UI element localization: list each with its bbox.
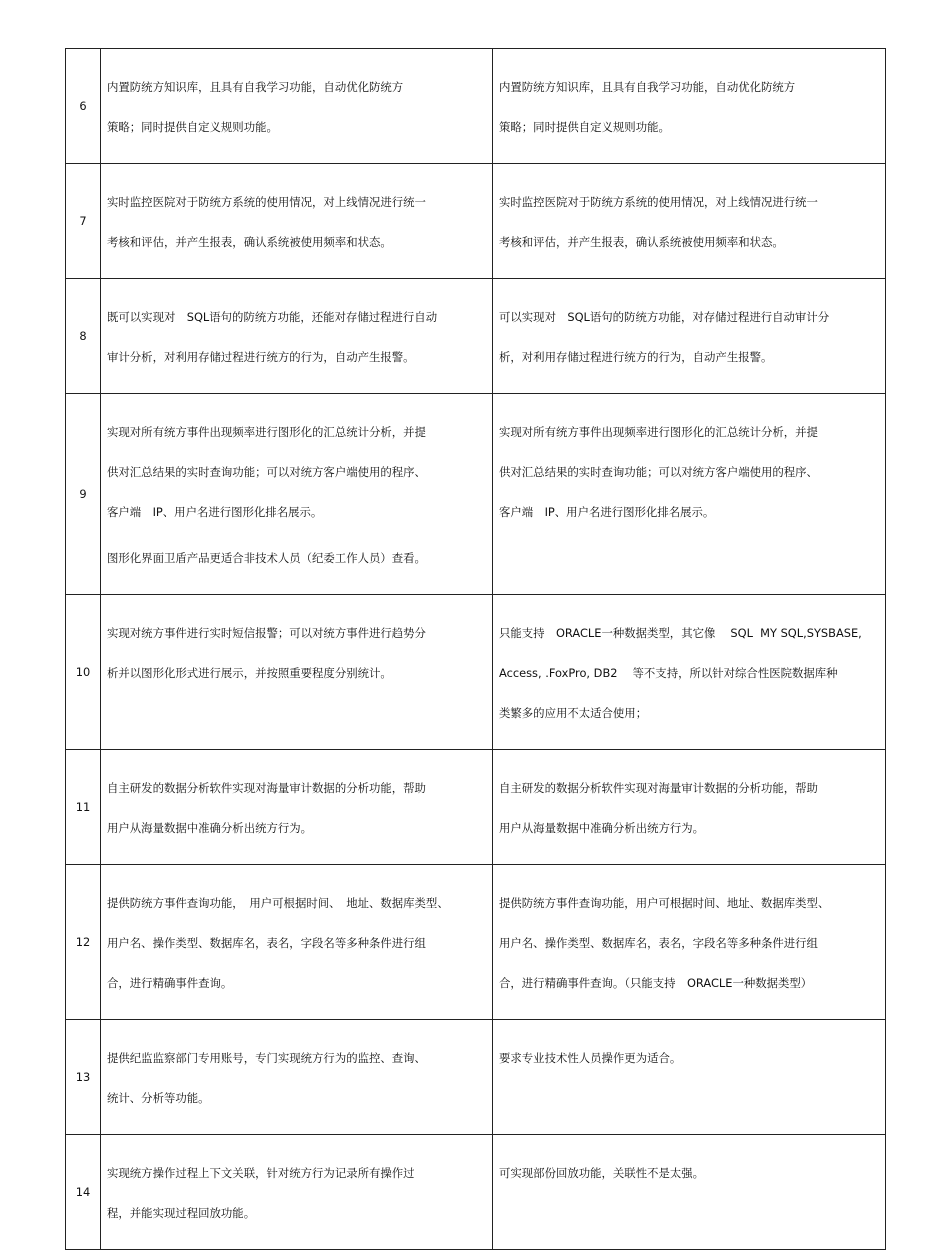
cell-text: 可实现部份回放功能，关联性不是太强。 xyxy=(499,1166,705,1180)
cell-text: 统计、分析等功能。 xyxy=(107,1091,210,1105)
cell-text: 提供防统方事件查询功能，用户可根据时间、地址、数据库类型、 xyxy=(499,896,830,910)
row-number: 9 xyxy=(66,394,101,595)
cell-text: 策略；同时提供自定义规则功能。 xyxy=(499,120,670,134)
cell-text: 实现对所有统方事件出现频率进行图形化的汇总统计分析，并提 xyxy=(107,425,426,439)
cell-text: 实现统方操作过程上下文关联，针对统方行为记录所有操作过 xyxy=(107,1166,415,1180)
cell-text: 实时监控医院对于防统方系统的使用情况，对上线情况进行统一 xyxy=(499,195,818,209)
cell-note: 图形化界面卫盾产品更适合非技术人员（纪委工作人员）查看。 xyxy=(107,551,426,565)
row-number: 13 xyxy=(66,1020,101,1135)
cell-text: 自主研发的数据分析软件实现对海量审计数据的分析功能，帮助 xyxy=(107,781,426,795)
table-row xyxy=(66,865,886,1020)
cell-text: Access, .FoxPro, DB2 等不支持，所以针对综合性医院数据库种 xyxy=(499,666,838,680)
cell-text: 策略；同时提供自定义规则功能。 xyxy=(107,120,278,134)
table-row xyxy=(66,1135,886,1250)
cell-text: 析并以图形化形式进行展示，并按照重要程度分别统计。 xyxy=(107,666,392,680)
cell-text: 合，进行精确事件查询。（只能支持 ORACLE一种数据类型） xyxy=(499,976,813,990)
right-cell xyxy=(493,394,886,595)
left-cell xyxy=(101,865,493,1020)
cell-text: 考核和评估，并产生报表，确认系统被使用频率和状态。 xyxy=(107,235,392,249)
cell-text: 实现对所有统方事件出现频率进行图形化的汇总统计分析，并提 xyxy=(499,425,818,439)
left-cell xyxy=(101,750,493,865)
table-row xyxy=(66,164,886,279)
cell-text: 可以实现对 SQL语句的防统方功能，对存储过程进行自动审计分 xyxy=(499,310,830,324)
cell-text: 用户从海量数据中准确分析出统方行为。 xyxy=(499,821,705,835)
left-cell xyxy=(101,1020,493,1135)
right-cell xyxy=(493,164,886,279)
table-row xyxy=(66,394,886,595)
left-cell xyxy=(101,595,493,750)
cell-text: 考核和评估，并产生报表，确认系统被使用频率和状态。 xyxy=(499,235,784,249)
cell-text: 实时监控医院对于防统方系统的使用情况，对上线情况进行统一 xyxy=(107,195,426,209)
table-row xyxy=(66,49,886,164)
cell-text: 只能支持 ORACLE一种数据类型，其它像 SQL MY SQL,SYSBASE, xyxy=(499,626,862,640)
left-cell xyxy=(101,49,493,164)
row-number: 7 xyxy=(66,164,101,279)
table-row xyxy=(66,595,886,750)
right-cell xyxy=(493,595,886,750)
cell-text: 用户名、操作类型、数据库名，表名，字段名等多种条件进行组 xyxy=(499,936,818,950)
row-number: 8 xyxy=(66,279,101,394)
cell-text: 析，对利用存储过程进行统方的行为，自动产生报警。 xyxy=(499,350,773,364)
cell-text: 供对汇总结果的实时查询功能；可以对统方客户端使用的程序、 xyxy=(499,465,818,479)
left-cell xyxy=(101,1135,493,1250)
table-row xyxy=(66,750,886,865)
cell-text: 要求专业技术性人员操作更为适合。 xyxy=(499,1051,682,1065)
cell-text: 用户名、操作类型、数据库名，表名，字段名等多种条件进行组 xyxy=(107,936,426,950)
row-number: 10 xyxy=(66,595,101,750)
cell-text: 提供防统方事件查询功能， 用户可根据时间、 地址、数据库类型、 xyxy=(107,896,449,910)
right-cell xyxy=(493,1020,886,1135)
table-row xyxy=(66,279,886,394)
left-cell xyxy=(101,279,493,394)
right-cell xyxy=(493,1135,886,1250)
right-cell xyxy=(493,865,886,1020)
cell-text: 内置防统方知识库，且具有自我学习功能，自动优化防统方 xyxy=(107,80,404,94)
cell-text: 既可以实现对 SQL语句的防统方功能，还能对存储过程进行自动 xyxy=(107,310,438,324)
cell-text: 程，并能实现过程回放功能。 xyxy=(107,1206,256,1220)
left-cell xyxy=(101,164,493,279)
table-body xyxy=(66,49,886,1250)
cell-text: 自主研发的数据分析软件实现对海量审计数据的分析功能，帮助 xyxy=(499,781,818,795)
row-number: 12 xyxy=(66,865,101,1020)
right-cell xyxy=(493,750,886,865)
row-number: 14 xyxy=(66,1135,101,1250)
row-number: 6 xyxy=(66,49,101,164)
cell-text: 供对汇总结果的实时查询功能；可以对统方客户端使用的程序、 xyxy=(107,465,426,479)
cell-text: 客户端 IP、用户名进行图形化排名展示。 xyxy=(499,505,715,519)
row-number: 11 xyxy=(66,750,101,865)
cell-text: 提供纪监监察部门专用账号，专门实现统方行为的监控、查询、 xyxy=(107,1051,426,1065)
cell-text: 客户端 IP、用户名进行图形化排名展示。 xyxy=(107,505,323,519)
comparison-table xyxy=(65,48,886,1250)
left-cell xyxy=(101,394,493,595)
cell-text: 类繁多的应用不太适合使用； xyxy=(499,706,648,720)
table-row xyxy=(66,1020,886,1135)
cell-text: 合，进行精确事件查询。 xyxy=(107,976,233,990)
cell-text: 内置防统方知识库，且具有自我学习功能，自动优化防统方 xyxy=(499,80,796,94)
cell-text: 实现对统方事件进行实时短信报警；可以对统方事件进行趋势分 xyxy=(107,626,426,640)
right-cell xyxy=(493,279,886,394)
cell-text: 审计分析，对利用存储过程进行统方的行为，自动产生报警。 xyxy=(107,350,415,364)
cell-text: 用户从海量数据中准确分析出统方行为。 xyxy=(107,821,313,835)
right-cell xyxy=(493,49,886,164)
